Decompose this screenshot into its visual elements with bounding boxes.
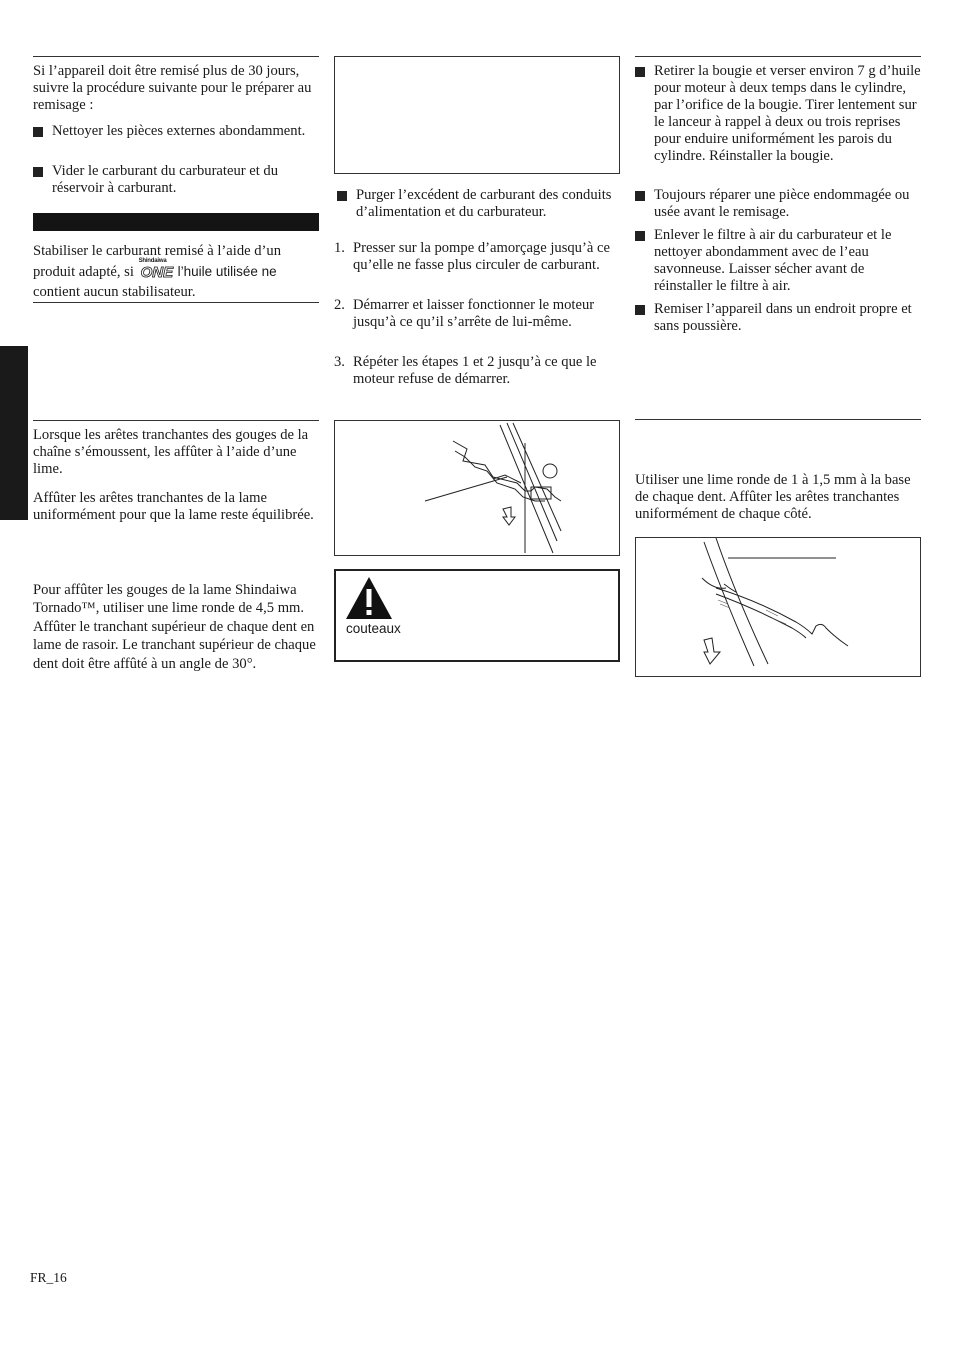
list-item: Nettoyer les pièces externes abondamment.: [33, 123, 319, 140]
warning-box: [334, 569, 620, 662]
divider: [635, 419, 921, 420]
tornado-paragraph: Pour affûter les gouges de la lame Shindaiwa Tornado™, utiliser une lime ronde de 4,5 mm. Affûter le tranchant supérieur de chaque dent en lame de rasoir. Le tranchant supérieur de chaque dent doit être affûté à un angle de 30°.: [33, 582, 316, 672]
logo-brand: Shindaiwa: [138, 258, 167, 264]
warning-text: couteaux: [346, 621, 401, 636]
stabilize-paragraph: Stabiliser le carburant remisé à l’aide d’un produit adapté, si Shindaiwa ONE l’huile utilisée ne contient aucun stabilisateur.: [33, 243, 281, 300]
warning-triangle-icon: [344, 575, 394, 621]
list-item: Enlever le filtre à air du carburateur et le nettoyer abondamment avec de l’eau savonneuse. Laisser sécher avant de réinstaller le filtre à air.: [635, 227, 921, 295]
sharpen-paragraph-2: Affûter les arêtes tranchantes de la lame uniformément pour que la lame reste équilibrée.: [33, 490, 314, 523]
list-item: Vider le carburant du carburateur et du réservoir à carburant.: [33, 163, 319, 197]
divider: [33, 420, 319, 421]
chain-sharpening-figure: [334, 420, 620, 556]
logo-word: ONE: [140, 264, 174, 281]
bullet-square: [635, 231, 645, 241]
sharpen-paragraph-1: Lorsque les arêtes tranchantes des gouges de la chaîne s’émoussent, les affûter à l’aide d’une lime.: [33, 427, 309, 477]
col1-top-rule: [33, 56, 319, 57]
list-item: Remiser l’appareil dans un endroit propre et sans poussière.: [635, 301, 921, 335]
empty-note-box: [334, 56, 620, 174]
bullet-square: [635, 191, 645, 201]
bullet-square: [635, 67, 645, 77]
col3-top-rule: [635, 56, 921, 57]
shindaiwa-one-logo: [138, 258, 178, 281]
storage-intro: Si l’appareil doit être remisé plus de 30 jours, suivre la procédure suivante pour le préparer au remisage :: [33, 63, 312, 113]
round-file-paragraph: Utiliser une lime ronde de 1 à 1,5 mm à la base de chaque dent. Affûter les arêtes tranchantes uniformément de chaque côté.: [635, 472, 911, 522]
list-item: 3. Répéter les étapes 1 et 2 jusqu’à ce que le moteur refuse de démarrer.: [334, 354, 597, 387]
section-heading-bar: [33, 213, 319, 231]
bullet-square: [635, 305, 645, 315]
list-item: 2. Démarrer et laisser fonctionner le moteur jusqu’à ce qu’il s’arrête de lui-même.: [334, 297, 595, 330]
list-item: 1. Presser sur la pompe d’amorçage jusqu’à ce qu’elle ne fasse plus circuler de carburant.: [334, 240, 610, 273]
side-tab: [0, 346, 28, 520]
bullet-square: [33, 167, 43, 177]
page-number: FR_16: [30, 1270, 67, 1285]
list-item: Toujours réparer une pièce endommagée ou usée avant le remisage.: [635, 187, 925, 221]
bullet-square: [33, 127, 43, 137]
round-file-illustration: [636, 538, 920, 676]
divider: [33, 302, 319, 303]
list-item: Retirer la bougie et verser environ 7 g d’huile pour moteur à deux temps dans le cylindre, par l’orifice de la bougie. Tirer lentement sur le lanceur à rappel à deux ou trois reprises pour enduire uniformément les parois du cylindre. Réinstaller la bougie.: [635, 63, 921, 165]
chain-file-illustration: [335, 421, 619, 555]
bullet-square: [337, 191, 347, 201]
round-file-figure: [635, 537, 921, 677]
list-item: Purger l’excédent de carburant des conduits d’alimentation et du carburateur.: [334, 187, 614, 221]
